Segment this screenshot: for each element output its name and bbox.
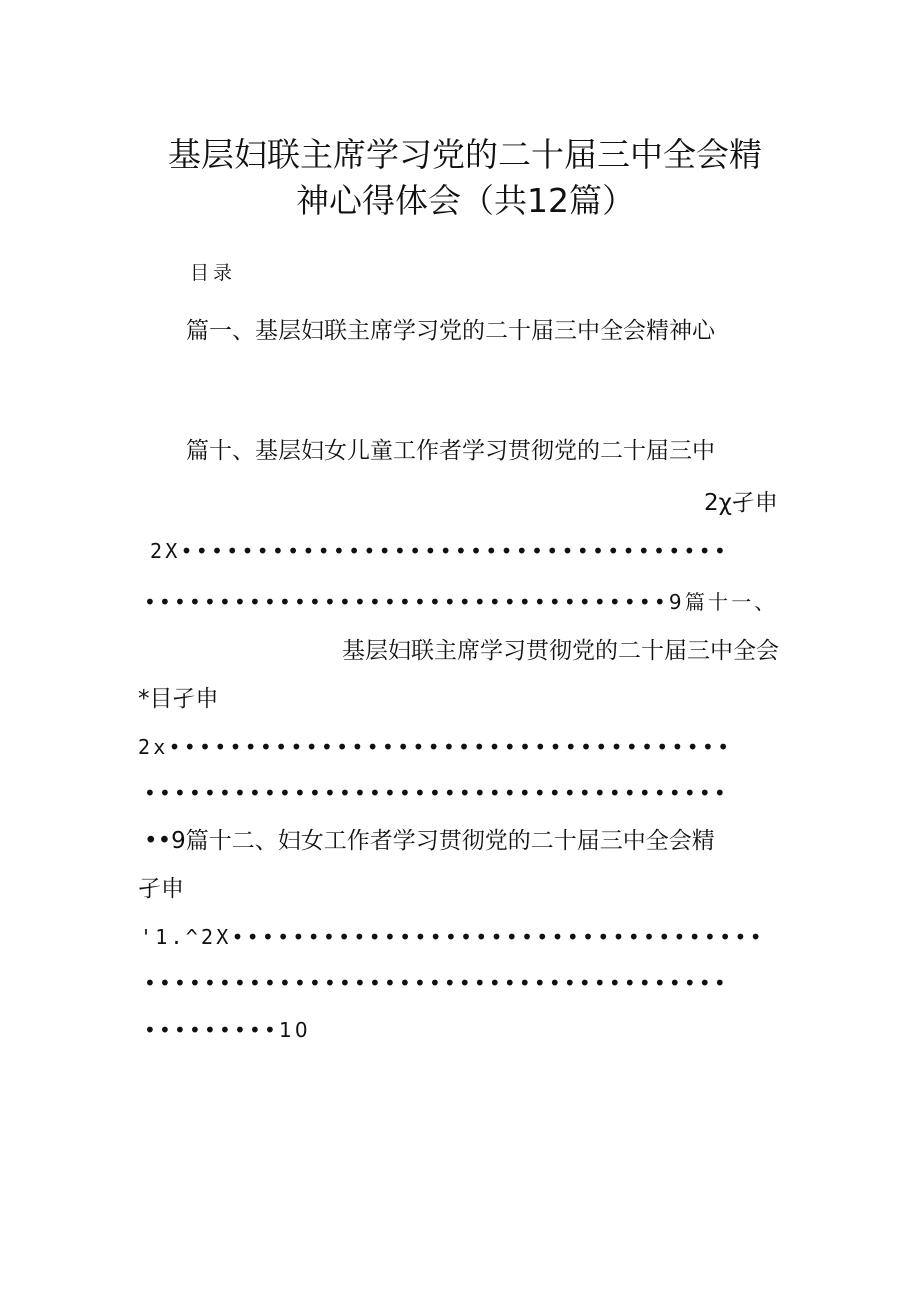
title-line-1: 基层妇联主席学习党的二十届三中全会精 xyxy=(168,135,762,174)
toc-entry-11-cont: *目孑申 xyxy=(138,686,219,712)
toc-entry-10-cont: 2χ孑申 xyxy=(704,490,778,516)
toc-entry-12-cont: 孑申 xyxy=(138,876,184,902)
toc-leader-row: 2X•••••••••••••••••••••••••••••••••••• xyxy=(150,539,730,563)
toc-heading: 目录 xyxy=(190,262,237,284)
toc-leader-row: ••••••••••••••••••••••••••••••••••••••• xyxy=(144,781,729,805)
toc-entry-10: 篇十、基层妇女儿童工作者学习贯彻党的二十届三中 xyxy=(186,438,715,464)
title-line-2: 神心得体会（共12篇） xyxy=(296,181,635,220)
toc-leader-row: '1.^2X••••••••••••••••••••••••••••••••••• xyxy=(140,925,765,949)
toc-leader-row: ••••••••••••••••••••••••••••••••••••••• xyxy=(144,971,729,995)
toc-leader-row: 2x••••••••••••••••••••••••••••••••••••• xyxy=(138,735,733,759)
toc-entry-12: ••9篇十二、妇女工作者学习贯彻党的二十届三中全会精 xyxy=(144,828,715,854)
toc-leader-row: •••••••••••••••••••••••••••••••••••9篇十一、 xyxy=(144,590,778,614)
toc-entry-11: 基层妇联主席学习贯彻党的二十届三中全会 xyxy=(342,638,779,664)
toc-leader-row-page-number: •••••••••10 xyxy=(144,1018,311,1042)
toc-entry-1: 篇一、基层妇联主席学习党的二十届三中全会精神心 xyxy=(186,318,715,344)
